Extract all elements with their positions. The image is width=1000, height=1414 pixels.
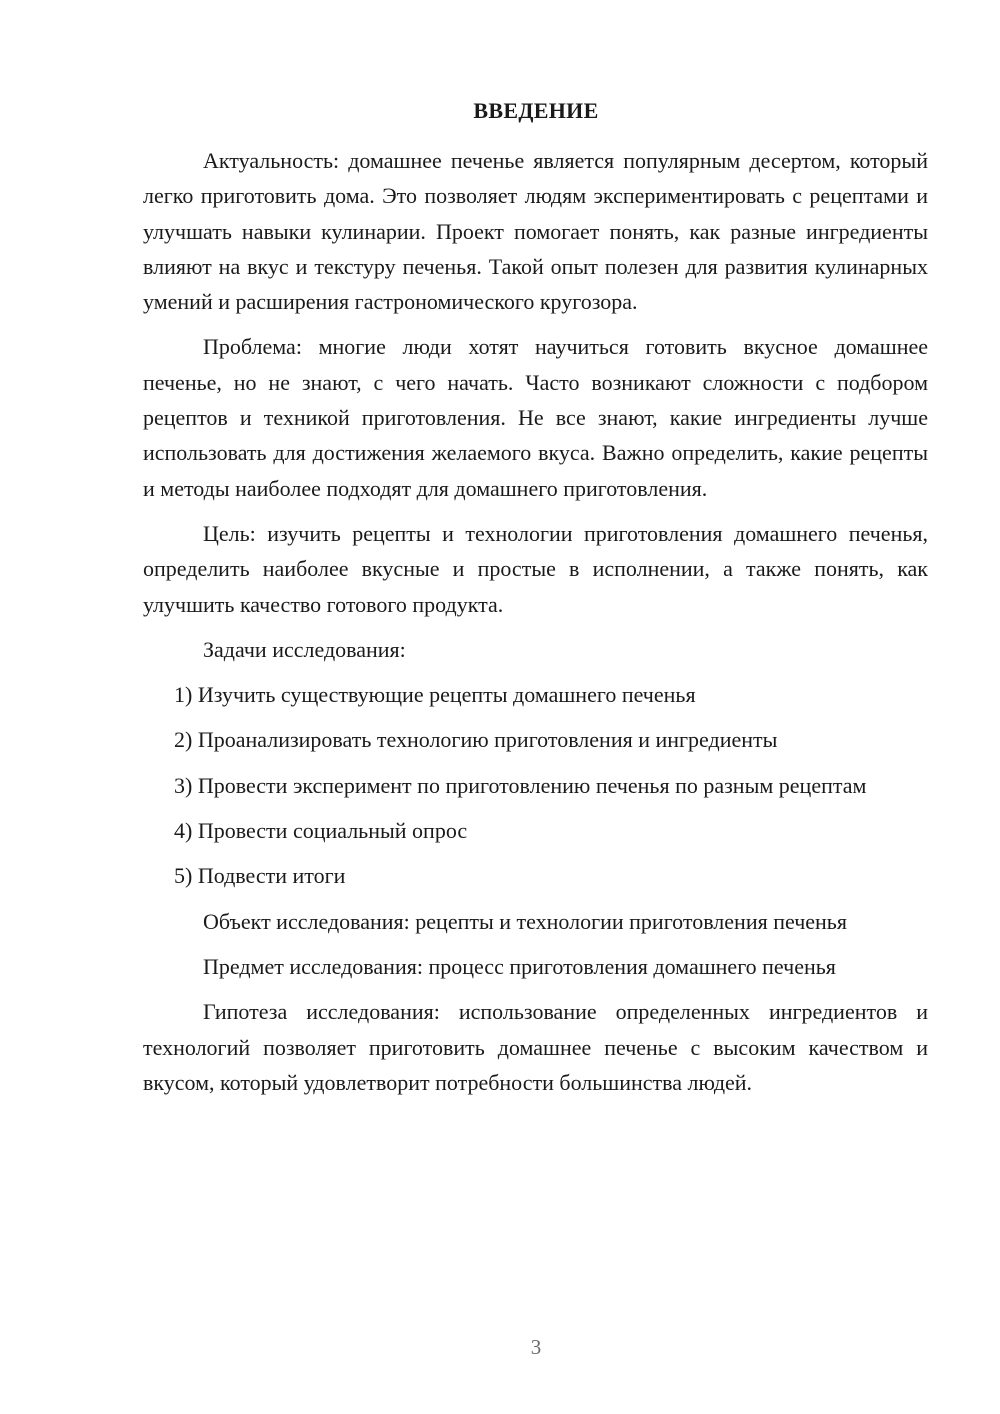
paragraph-subject: Предмет исследования: процесс приготовления домашнего печенья — [203, 953, 836, 979]
paragraph-problem: Проблема: многие люди хотят научиться готовить вкусное домашнее печенье, но не знают, с чего начать. Часто возникают сложности с подбором рецептов и техникой приготовления. Не все знают, какие ингредиенты лучше использовать для достижения желаемого вкуса. Важно определить, какие рецепты и методы наиболее подходят для домашнего приготовления. — [143, 334, 928, 501]
paragraph-hypothesis: Гипотеза исследования: использование определенных ингредиентов и технологий позволяет приготовить домашнее печенье с высоким качеством и вкусом, который удовлетворит потребности большинства людей. — [143, 999, 928, 1095]
page-number: 3 — [530, 1335, 542, 1359]
tasks-heading: Задачи исследования: — [203, 636, 406, 662]
task-item-2: 2) Проанализировать технологию приготовления и ингредиенты — [174, 727, 778, 753]
paragraph-goal: Цель: изучить рецепты и технологии приготовления домашнего печенья, определить наиболее вкусные и простые в исполнении, а также понять, как улучшить качество готового продукта. — [143, 520, 928, 617]
task-item-3: 3) Провести эксперимент по приготовлению печенья по разным рецептам — [174, 772, 867, 798]
task-item-5: 5) Подвести итоги — [174, 863, 346, 889]
page-title: ВВЕДЕНИЕ — [473, 98, 599, 123]
task-item-1: 1) Изучить существующие рецепты домашнего печенья — [174, 682, 696, 708]
paragraph-object: Объект исследования: рецепты и технологии приготовления печенья — [203, 908, 847, 934]
document-body — [143, 143, 928, 1110]
paragraph-relevance: Актуальность: домашнее печенье является популярным десертом, который легко приготовить дома. Это позволяет людям экспериментировать с рецептами и улучшать навыки кулинарии. Проект помогает понять, как разные ингредиенты влияют на вкус и текстуру печенья. Такой опыт полезен для развития кулинарных умений и расширения гастрономического кругозора. — [143, 148, 928, 315]
task-item-4: 4) Провести социальный опрос — [174, 818, 468, 844]
